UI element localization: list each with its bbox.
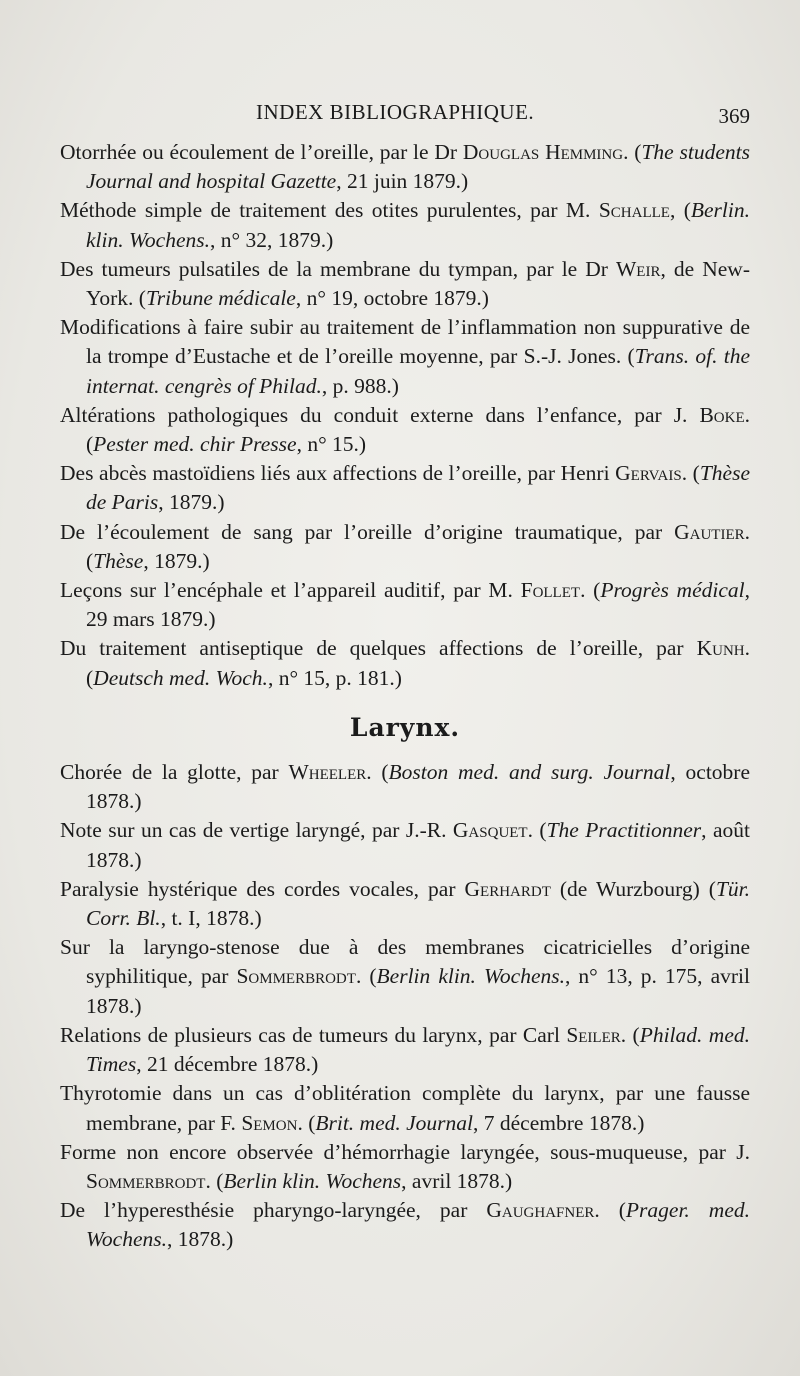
bibliography-entry [60, 401, 750, 459]
entry-text: Otorrhée ou écoulement de l’oreille, par le Dr [60, 140, 463, 164]
bibliography-entry [60, 1138, 750, 1196]
entry-source: The students Journal and hospital Gazette [86, 140, 750, 194]
entry-text: Paralysie hystérique des cordes vocales, par [60, 876, 465, 901]
entry-source: Thèse de Paris [86, 461, 750, 515]
entry-text: , n° 15.) [296, 432, 367, 457]
entry-text: De l’hyperesthésie pharyngo-laryngée, par [60, 1198, 487, 1223]
bibliography-entry [60, 816, 750, 874]
bibliography-entry [60, 138, 750, 196]
entry-text: . ( [594, 1198, 626, 1223]
entry-text: , 1879.) [158, 490, 225, 515]
entry-text: . ( [366, 760, 389, 785]
entry-source: Boston med. and surg. Journal [388, 760, 671, 785]
section-title-larynx: Larynx. [349, 712, 461, 742]
entry-author: Gautier [674, 519, 745, 544]
page-header-title: INDEX BIBLIOGRAPHIQUE. [256, 100, 535, 124]
entry-source: Trans. of. the internat. cengrès of Philad. [86, 344, 750, 398]
entry-text: , 1879.) [143, 548, 210, 573]
entry-text: . ( [205, 1168, 224, 1193]
entry-text: , ( [669, 198, 691, 223]
entry-text: , 7 décembre 1878.) [473, 1110, 645, 1135]
entry-source: Philad. med. Times [86, 1022, 750, 1077]
entry-author: Gervais [615, 461, 682, 486]
entry-source: Pester med. chir Presse [93, 432, 297, 457]
entry-author: Weir [616, 256, 661, 281]
entry-text: . ( [355, 964, 377, 989]
entry-text: Chorée de la glotte, par [60, 760, 289, 785]
larynx-bibliography-list [60, 758, 750, 1254]
bibliography-body [60, 138, 750, 1255]
entry-source: Berlin klin. Wochens [223, 1168, 402, 1193]
entry-text: . ( [620, 1022, 640, 1047]
bibliography-entry [60, 255, 750, 313]
entry-text: , avril 1878.) [401, 1168, 513, 1193]
bibliography-entry [60, 313, 750, 401]
entry-source: Brit. med. Journal [315, 1110, 474, 1135]
entry-author: Douglas Hemming [462, 140, 624, 164]
entry-text: , 29 mars 1879.) [86, 578, 750, 632]
bibliography-entry [60, 634, 750, 692]
entry-text: Altérations pathologiques du conduit externe dans l’enfance, par J. [60, 402, 700, 427]
entry-author: Schalle [598, 198, 670, 223]
entry-source: Berlin klin. Wochens. [376, 964, 565, 989]
entry-text: , octobre 1878.) [86, 760, 751, 814]
entry-text: . ( [681, 461, 700, 486]
entry-text: De l’écoulement de sang par l’oreille d’origine traumatique, par [60, 519, 675, 544]
entry-text: Des abcès mastoïdiens liés aux affections de l’oreille, par Henri [60, 461, 616, 486]
entry-source: Progrès médical [600, 578, 745, 603]
entry-text: , n° 15, p. 181.) [267, 665, 402, 690]
bibliography-entry [60, 1079, 750, 1137]
entry-text: , n° 19, octobre 1879.) [295, 286, 489, 311]
entry-text: , de New-York. ( [86, 256, 750, 311]
entry-source: The Practitionner [546, 818, 702, 843]
entry-author: Follet [520, 578, 581, 603]
entry-text: , 21 décembre 1878.) [136, 1052, 319, 1077]
entry-author: Gasquet [452, 818, 528, 843]
entry-text: Sur la laryngo-stenose due à des membranes cicatricielles d’origine syphilitique, par [60, 935, 750, 989]
entry-text: Thyrotomie dans un cas d’oblitération complète du larynx, par une fausse membrane, par F. [60, 1081, 750, 1135]
entry-author: Gerhardt [464, 876, 551, 901]
entry-text: Forme non encore observée d’hémorrhagie laryngée, sous-muqueuse, par J. [60, 1139, 750, 1164]
entry-source: Prager. med. Wochens. [86, 1198, 750, 1252]
entry-text: , n° 32, 1879.) [210, 227, 334, 252]
entry-text: (de Wurzbourg) ( [550, 876, 716, 901]
entry-author: Sommerbrodt [86, 1168, 206, 1193]
entry-author: Kunh [696, 636, 745, 661]
ear-bibliography-list [60, 138, 750, 693]
entry-text: . ( [580, 578, 601, 603]
entry-text: Note sur un cas de vertige laryngé, par J.-R. [60, 818, 453, 843]
entry-text: , 21 juin 1879.) [336, 169, 469, 194]
entry-text: , n° 13, p. 175, avril 1878.) [86, 964, 750, 1018]
bibliography-entry [60, 459, 750, 517]
entry-text: Relations de plusieurs cas de tumeurs du larynx, par Carl [60, 1022, 567, 1047]
entry-text: , août 1878.) [86, 818, 750, 872]
entry-text: , 1878.) [167, 1227, 234, 1252]
entry-source: Thèse [93, 548, 144, 573]
bibliography-entry [60, 1196, 750, 1254]
entry-author: Semon [241, 1110, 298, 1135]
entry-text: . ( [86, 519, 750, 573]
entry-text: . ( [86, 636, 750, 690]
entry-text: Des tumeurs pulsatiles de la membrane du tympan, par le Dr [60, 256, 616, 281]
entry-author: Wheeler [288, 760, 367, 785]
bibliography-entry [60, 933, 750, 1021]
running-head [60, 100, 754, 130]
entry-source: Berlin. klin. Wochens. [86, 198, 750, 252]
bibliography-entry [60, 576, 750, 634]
entry-author: Sommerbrodt [236, 964, 356, 989]
entry-text: . ( [623, 140, 642, 164]
entry-text: Du traitement antiseptique de quelques affections de l’oreille, par [60, 636, 697, 661]
entry-source: Tür. Corr. Bl. [86, 876, 751, 931]
bibliography-entry [60, 758, 750, 816]
entry-text: . ( [527, 818, 547, 843]
entry-text: Méthode simple de traitement des otites purulentes, par M. [60, 198, 599, 223]
entry-text: . ( [297, 1110, 316, 1135]
entry-source: Deutsch med. Woch. [93, 665, 268, 690]
entry-text: Modifications à faire subir au traitement de l’inflammation non suppurative de la trompe d’Eustache et de l’oreille moyenne, par S.-J. Jones. ( [60, 315, 750, 369]
bibliography-entry [60, 196, 750, 254]
entry-text: , p. 988.) [321, 373, 399, 398]
bibliography-entry [60, 875, 750, 933]
entry-text: , t. I, 1878.) [160, 906, 262, 931]
entry-source: Tribune médicale [145, 286, 296, 311]
page-number: 369 [718, 104, 750, 128]
entry-text: Leçons sur l’encéphale et l’appareil auditif, par M. [60, 578, 521, 603]
entry-text: . ( [86, 402, 750, 457]
entry-author: Gaughafner [486, 1198, 595, 1223]
bibliography-entry [60, 1021, 750, 1079]
entry-author: Boke [699, 402, 745, 427]
bibliography-entry [60, 518, 750, 576]
entry-author: Seiler [566, 1022, 621, 1047]
